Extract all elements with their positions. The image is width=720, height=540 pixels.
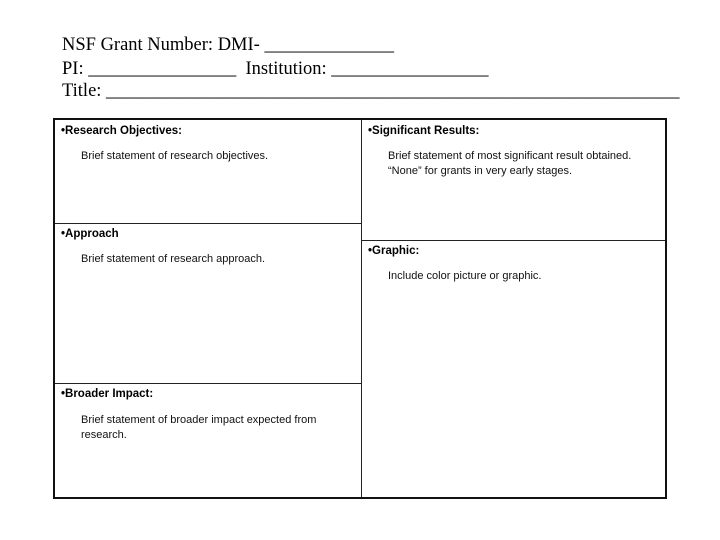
cell-body: Include color picture or graphic. (388, 270, 542, 282)
cell-body: Brief statement of research objectives. (81, 150, 269, 162)
cell-heading: •Approach (61, 228, 119, 240)
broader-impact-cell (55, 384, 361, 497)
cell-body: Brief statement of most significant result obtained. “None” for grants in very early stages. (388, 150, 632, 177)
research-objectives-cell (55, 120, 361, 223)
cell-body: Brief statement of broader impact expected from research. (81, 414, 317, 441)
cell-heading: •Graphic: (368, 245, 420, 257)
pi-institution-line: PI: ________________ Institution: _________________ (62, 59, 489, 79)
title-line: Title: ______________________________________________________________ (62, 81, 680, 101)
approach-cell (55, 224, 361, 383)
summary-table (53, 118, 667, 499)
cell-heading: •Research Objectives: (61, 125, 183, 137)
significant-results-cell (362, 120, 665, 240)
grant-number-line: NSF Grant Number: DMI- ______________ (62, 35, 394, 55)
cell-heading: •Broader Impact: (61, 388, 154, 400)
graphic-cell (362, 241, 665, 497)
cell-body: Brief statement of research approach. (81, 253, 266, 265)
cell-heading: •Significant Results: (368, 125, 480, 137)
